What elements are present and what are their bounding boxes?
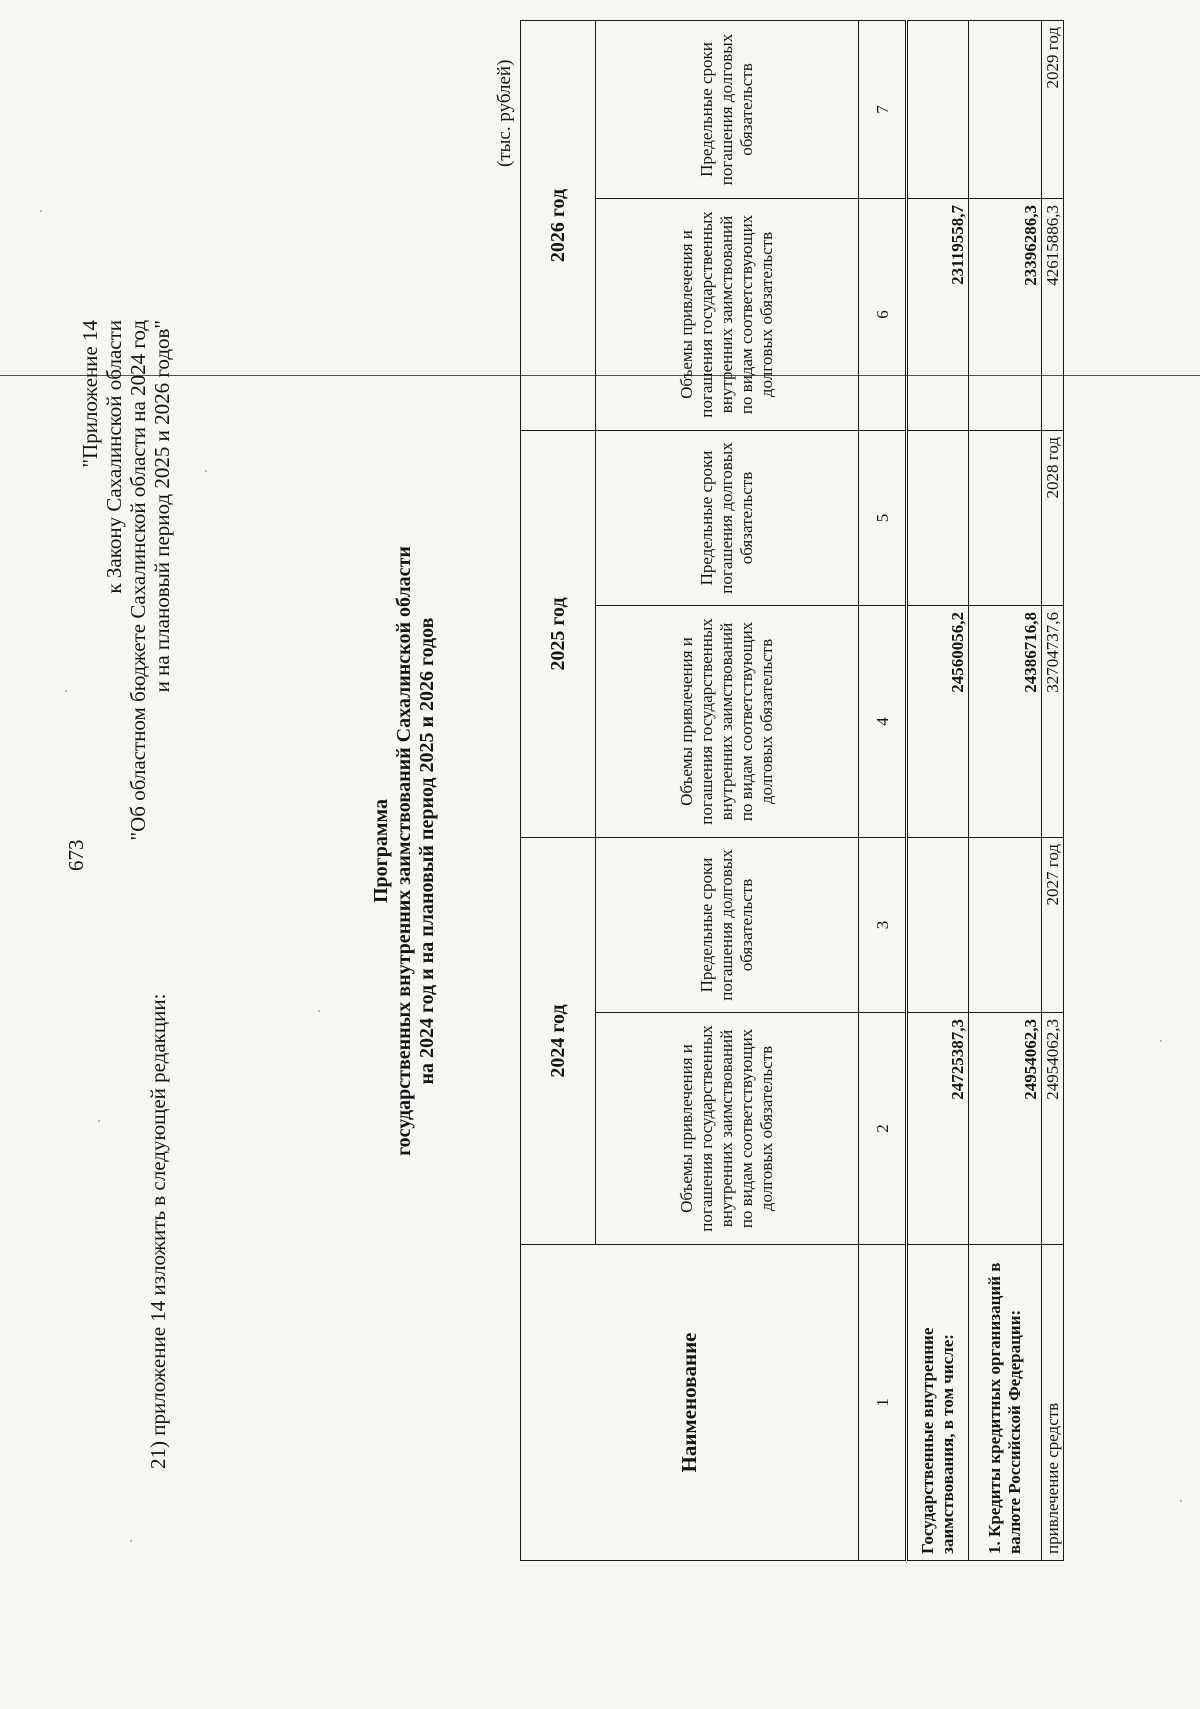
row-name: привлечение средств [1042, 1245, 1064, 1561]
name-header: Наименование [521, 1245, 859, 1561]
cell-term [907, 431, 969, 606]
cell-term [907, 21, 969, 199]
cell-term [969, 431, 1042, 606]
term-header: Предельные сроки погашения долговых обязательств [596, 838, 859, 1013]
cell-term [907, 838, 969, 1013]
cell-term: 2028 год [1042, 431, 1064, 606]
document-title [370, 353, 439, 1349]
annex-line: к Закону Сахалинской области [102, 320, 126, 594]
cell-value: 24386716,8 [969, 606, 1042, 838]
year-header-2024: 2024 год [521, 838, 596, 1245]
col-number: 2 [859, 1013, 907, 1245]
title-line: на 2024 год и на плановый период 2025 и 2026 годов [416, 617, 438, 1085]
cell-value: 24954062,3 [969, 1013, 1042, 1245]
col-number: 5 [859, 431, 907, 606]
intro-text: 21) приложение 14 изложить в следующей редакции: [146, 993, 170, 1469]
col-number: 1 [859, 1245, 907, 1561]
table-row [907, 21, 969, 1561]
volume-header: Объемы привлечения и погашения государственных внутренних заимствований по видам соответствующих долговых обязательств [596, 606, 859, 838]
row-name: Государственные внутренние заимствования, в том числе: [907, 1245, 969, 1561]
borrowing-table [520, 20, 1064, 1561]
unit-label: (тыс. рублей) [494, 59, 515, 167]
year-header-2026: 2026 год [521, 21, 596, 431]
title-line: Программа [370, 799, 392, 903]
row-name: 1. Кредиты кредитных организаций в валюте Российской Федерации: [969, 1245, 1042, 1561]
col-number: 3 [859, 838, 907, 1013]
cell-term: 2027 год [1042, 838, 1064, 1013]
term-header: Предельные сроки погашения долговых обязательств [596, 431, 859, 606]
col-number: 6 [859, 199, 907, 431]
table-row [1042, 21, 1064, 1561]
cell-value: 24560056,2 [907, 606, 969, 838]
annex-line: "Об областном бюджете Сахалинской области на 2024 год [126, 320, 150, 841]
cell-value: 24725387,3 [907, 1013, 969, 1245]
table-row [969, 21, 1042, 1561]
volume-header: Объемы привлечения и погашения государственных внутренних заимствований по видам соответствующих долговых обязательств [596, 1013, 859, 1245]
cell-value: 32704737,6 [1042, 606, 1064, 838]
cell-value: 23396286,3 [969, 199, 1042, 431]
annex-line: "Приложение 14 [78, 320, 102, 468]
cell-value: 42615886,3 [1042, 199, 1064, 431]
col-number: 4 [859, 606, 907, 838]
cell-term [969, 21, 1042, 199]
term-header: Предельные сроки погашения долговых обязательств [596, 21, 859, 199]
page-number: 673 [64, 839, 88, 871]
col-number: 7 [859, 21, 907, 199]
cell-value: 24954062,3 [1042, 1013, 1064, 1245]
title-line: государственных внутренних заимствований Сахалинской области [393, 546, 415, 1156]
annex-header [78, 320, 174, 840]
volume-header: Объемы привлечения и погашения государственных внутренних заимствований по видам соответствующих долговых обязательств [596, 199, 859, 431]
cell-term [969, 838, 1042, 1013]
year-header-2025: 2025 год [521, 431, 596, 838]
cell-term: 2029 год [1042, 21, 1064, 199]
cell-value: 23119558,7 [907, 199, 969, 431]
annex-line: и на плановый период 2025 и 2026 годов" [150, 320, 174, 693]
